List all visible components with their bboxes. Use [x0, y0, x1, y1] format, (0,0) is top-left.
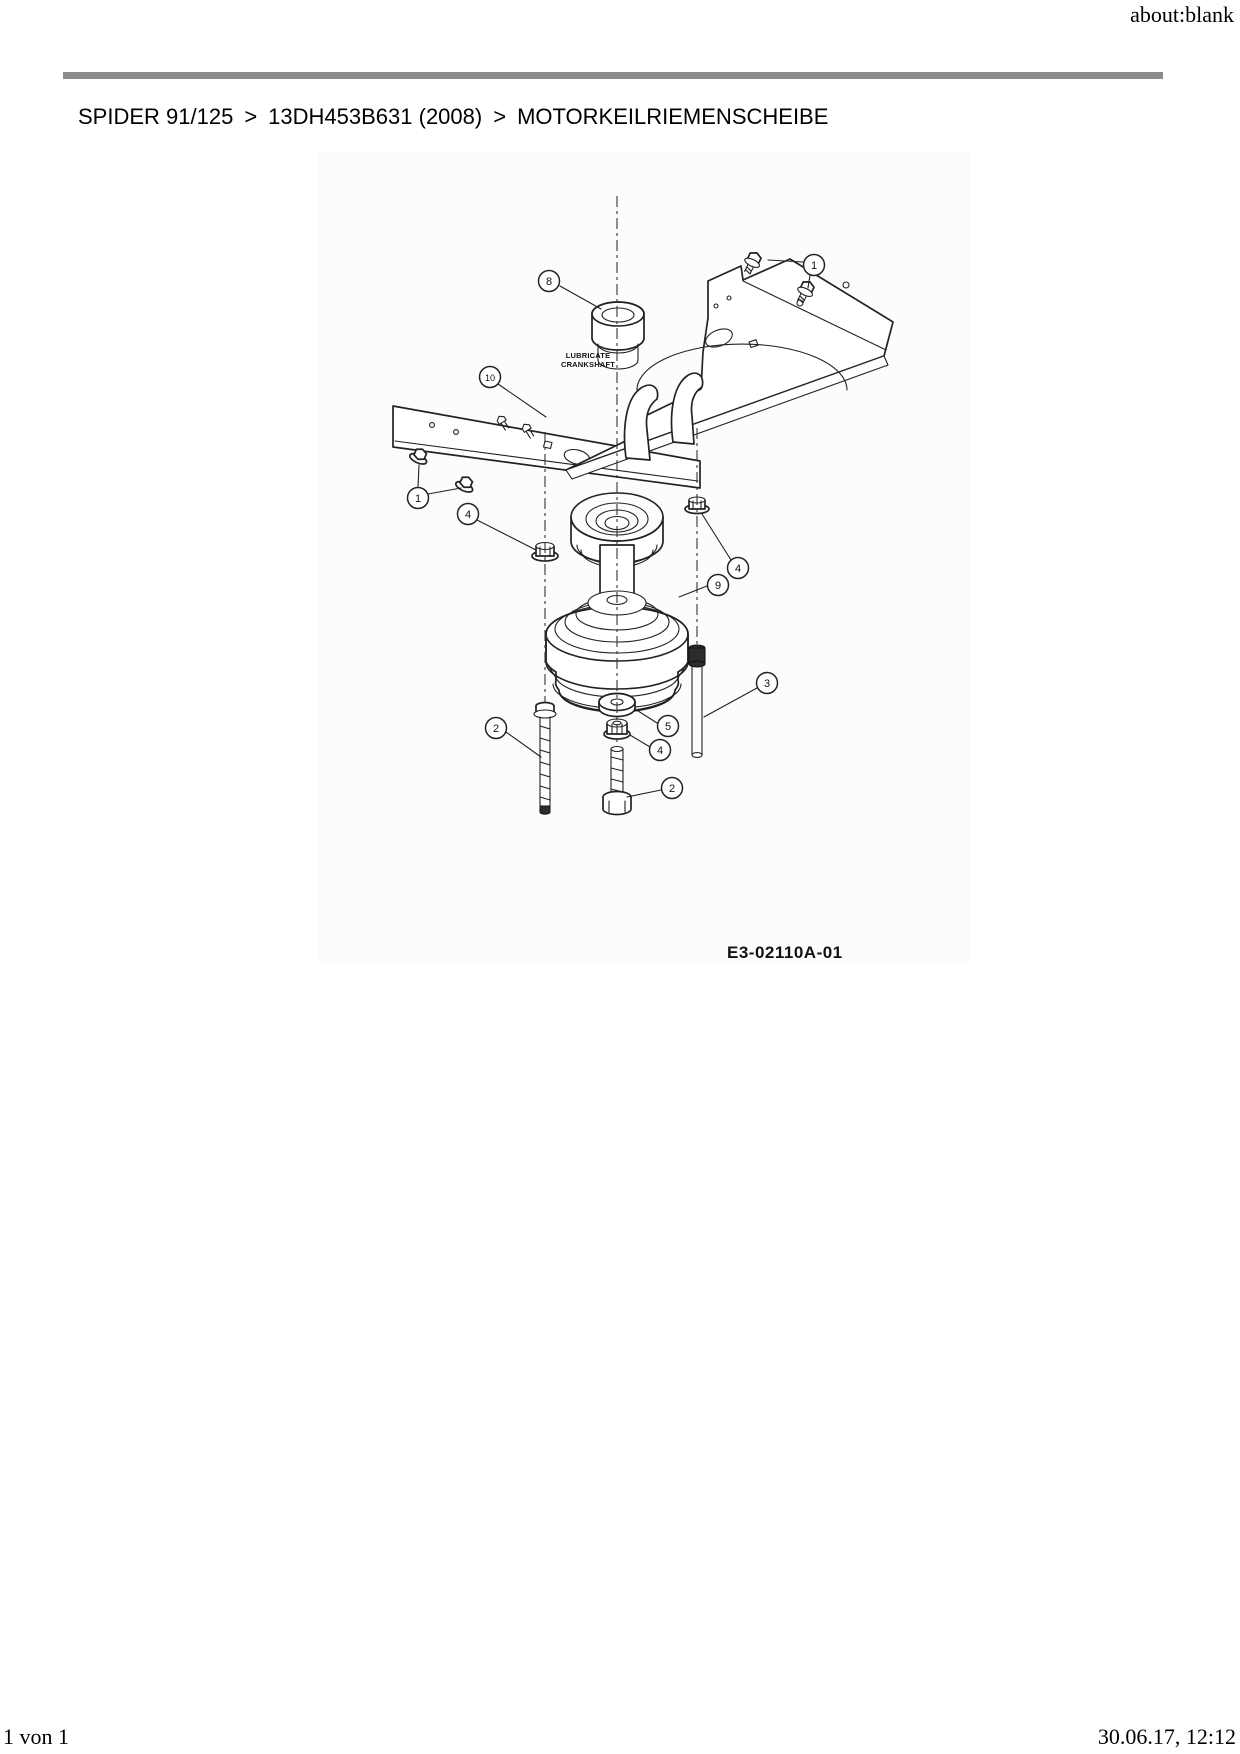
breadcrumb	[78, 104, 828, 130]
exploded-parts-diagram	[285, 140, 975, 970]
breadcrumb-item-assembly: MOTORKEILRIEMENSCHEIBE	[517, 104, 829, 129]
page-footer-pagecount: 1 von 1	[3, 1724, 69, 1749]
page-footer-datetime: 30.06.17, 12:12	[1097, 1724, 1236, 1749]
callout-number-1: 1	[414, 492, 422, 505]
callout-number-1: 1	[810, 259, 818, 272]
header-rule	[63, 72, 1163, 79]
lubricate-note-line1: LUBRICATE	[565, 351, 611, 360]
callout-number-5: 5	[664, 720, 672, 733]
callout-number-2: 2	[492, 722, 500, 735]
callout-number-3: 3	[763, 677, 771, 690]
page-header-url: about:blank	[1130, 2, 1234, 27]
breadcrumb-separator: >	[244, 104, 258, 129]
callout-number-4: 4	[464, 508, 472, 521]
callout-number-2: 2	[668, 782, 676, 795]
callout-number-4: 4	[656, 744, 664, 757]
breadcrumb-item-serial: 13DH453B631 (2008)	[268, 104, 483, 129]
diagram-part-number: E3-02110A-01	[727, 943, 843, 962]
breadcrumb-separator: >	[493, 104, 507, 129]
callout-number-8: 8	[545, 275, 553, 288]
breadcrumb-item-model: SPIDER 91/125	[78, 104, 234, 129]
callout-number-9: 9	[714, 579, 722, 592]
callout-number-4: 4	[734, 562, 742, 575]
callout-number-10: 10	[484, 372, 496, 383]
lubricate-note-line2: CRANKSHAFT	[560, 360, 616, 369]
